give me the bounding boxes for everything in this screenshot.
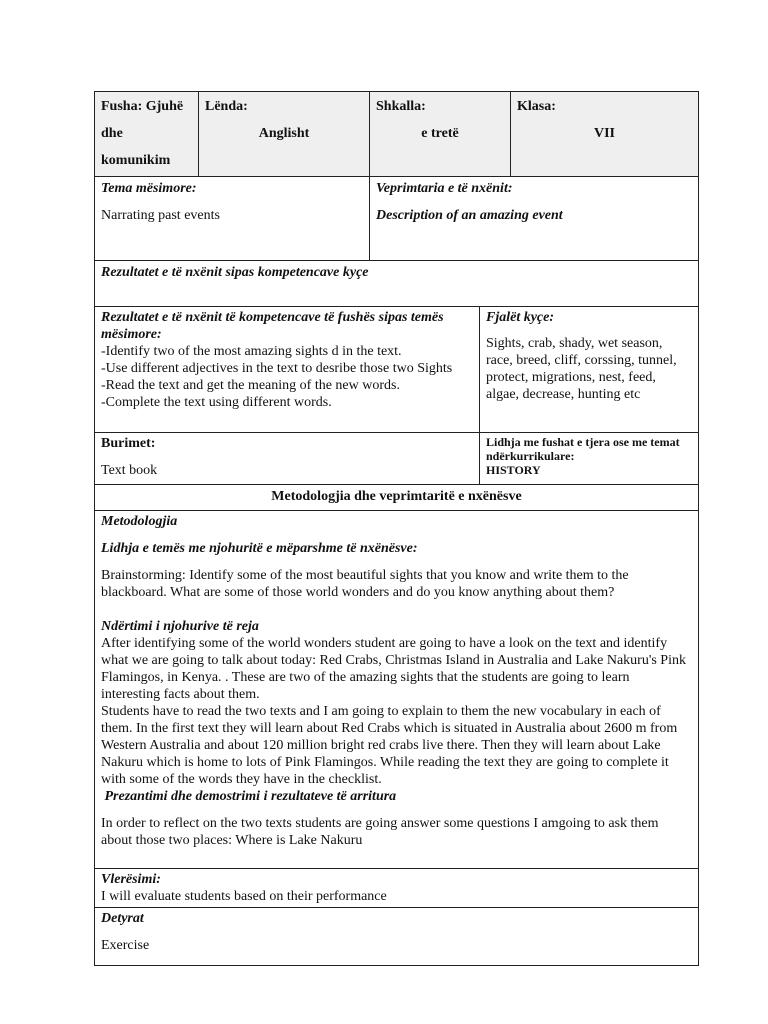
homework-value: Exercise (101, 938, 150, 953)
topic-row (95, 177, 699, 261)
lidhja-cell (480, 433, 699, 485)
lenda-label: Lënda: (205, 99, 248, 114)
ndertimi-label: Ndërtimi i njohurive të reja (101, 619, 259, 634)
prezantimi-label: Prezantimi dhe demostrimi i rezultateve të arritura (101, 789, 397, 804)
methodology-body-cell (95, 511, 699, 869)
field-competences-row (95, 307, 699, 433)
field-competence-item: -Complete the text using different words. (101, 395, 332, 410)
burimet-label: Burimet: (101, 436, 156, 451)
key-competences-cell (95, 261, 699, 307)
klasa-cell (511, 92, 699, 177)
tema-value: Narrating past events (101, 208, 220, 223)
fusha-value-2: dhe (101, 126, 123, 141)
lesson-plan-table (94, 91, 699, 966)
tema-cell (95, 177, 370, 261)
field-competences-label: Rezultatet e të nxënit të kompetencave të fushës sipas temës mësimore: (101, 310, 444, 342)
evaluation-row (95, 869, 699, 908)
prezantimi-text: In order to reflect on the two texts students are going answer some questions I amgoing to ask them about those two places: Where is Lake Nakuru (101, 816, 659, 848)
shkalla-cell (370, 92, 511, 177)
shkalla-label: Shkalla: (376, 99, 426, 114)
metodologjia-label: Metodologjia (101, 514, 178, 529)
header-row (95, 92, 699, 177)
field-competence-item: -Use different adjectives in the text to desribe those two Sights (101, 361, 453, 376)
keywords-cell (480, 307, 699, 433)
sources-row (95, 433, 699, 485)
burimet-value: Text book (101, 463, 158, 478)
keywords-label: Fjalët kyçe: (486, 310, 555, 325)
methodology-title-cell (95, 485, 699, 511)
lesson-plan-sheet (94, 91, 698, 966)
evaluation-value: I will evaluate students based on their performance (101, 889, 387, 904)
veprimtaria-value: Description of an amazing event (376, 208, 563, 223)
fusha-label: Fusha: (101, 99, 143, 114)
veprimtaria-cell (370, 177, 699, 261)
fusha-value-3: komunikim (101, 153, 171, 168)
homework-cell (95, 908, 699, 966)
evaluation-label: Vlerësimi: (101, 872, 161, 887)
fusha-cell (95, 92, 199, 177)
veprimtaria-label: Veprimtaria e të nxënit: (376, 181, 513, 196)
shkalla-value: e tretë (421, 126, 459, 141)
prior-knowledge-label: Lidhja e temës me njohuritë e mëparshme të nxënësve: (101, 541, 418, 556)
methodology-title: Metodologjia dhe veprimtaritë e nxënësve (271, 489, 522, 504)
lidhja-label: Lidhja me fushat e tjera ose me temat ndërkurrikulare: (486, 435, 680, 463)
homework-label: Detyrat (101, 911, 144, 926)
field-competence-item: -Identify two of the most amazing sights d in the text. (101, 344, 402, 359)
field-competences-cell (95, 307, 480, 433)
brainstorming-text: Brainstorming: Identify some of the most beautiful sights that you know and write them to the blackboard. What are some of those world wonders and do you know anything about them? (101, 568, 629, 600)
field-competence-item: -Read the text and get the meaning of the new words. (101, 378, 400, 393)
evaluation-cell (95, 869, 699, 908)
ndertimi-paragraph-2: Students have to read the two texts and I am going to explain to them the new vocabulary in each of them. In the first text they will learn about Red Crabs which is situated in Australia about 2600 m from Western Australia and about 120 million bright red crabs live there. Then they will learn about Lake Nakuru which is home to lots of Pink Flamingos. While reading the text they are going to complete it with some of the words they have in the checklist. (101, 704, 678, 787)
keywords-value: Sights, crab, shady, wet season, race, breed, cliff, corssing, tunnel, protect, migrations, nest, feed, algae, decrease, hunting etc (486, 336, 677, 402)
klasa-value: VII (593, 126, 615, 141)
burimet-cell (95, 433, 480, 485)
lenda-value: Anglisht (258, 126, 310, 141)
methodology-body-row (95, 511, 699, 869)
key-competences-row (95, 261, 699, 307)
homework-row (95, 908, 699, 966)
methodology-title-row (95, 485, 699, 511)
tema-label: Tema mësimore: (101, 181, 197, 196)
lenda-cell (199, 92, 370, 177)
klasa-label: Klasa: (517, 99, 556, 114)
fusha-value-1: Gjuhë (145, 99, 184, 114)
key-competences-label: Rezultatet e të nxënit sipas kompetencave kyçe (101, 265, 369, 280)
lidhja-value: HISTORY (486, 463, 541, 477)
ndertimi-paragraph-1: After identifying some of the world wonders student are going to have a look on the text and identify what we are going to talk about today: Red Crabs, Christmas Island in Australia and Lake Nakuru's Pink Flamingos, in Kenya. . These are two of the amazing sights that the students are going to learn interesting facts about them. (101, 636, 686, 702)
